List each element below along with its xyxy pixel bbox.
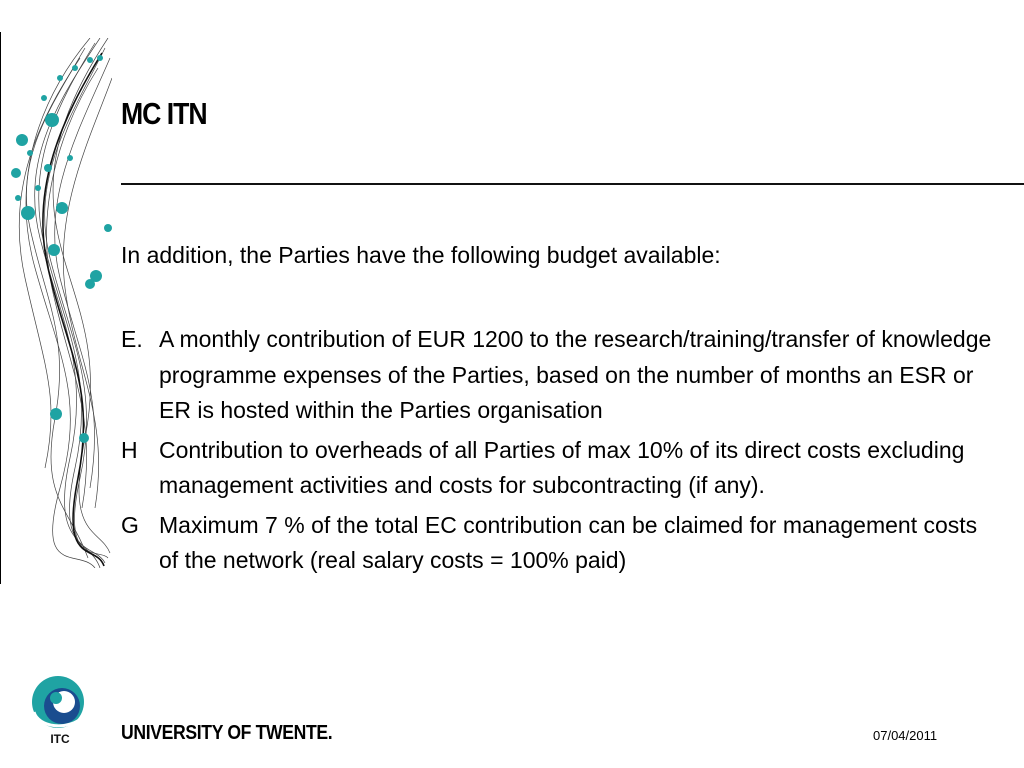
list-item xyxy=(121,322,1001,429)
slide-date: 07/04/2011 xyxy=(873,728,938,743)
list-marker: H xyxy=(121,436,138,463)
list-item xyxy=(121,433,1001,504)
budget-list xyxy=(121,322,1001,583)
decorative-network-graphic xyxy=(0,38,112,568)
list-marker: G xyxy=(121,511,139,538)
list-item-text: A monthly contribution of EUR 1200 to the research/training/transfer of knowledge programme expenses of the Parties, based on the number of months an ESR or ER is hosted within the Parties organisation xyxy=(159,326,992,423)
itc-logo-text: ITC xyxy=(50,732,70,746)
intro-text: In addition, the Parties have the following budget available: xyxy=(121,242,721,268)
title-divider xyxy=(121,183,1024,185)
list-item-text: Maximum 7 % of the total EC contribution can be claimed for management costs of the network (real salary costs = 100% paid) xyxy=(159,511,978,573)
list-marker: E. xyxy=(121,326,143,352)
itc-logo-icon xyxy=(28,672,92,746)
university-name: UNIVERSITY OF TWENTE. xyxy=(121,722,333,744)
slide-title: MC ITN xyxy=(121,96,207,131)
list-item xyxy=(121,508,1001,579)
list-item-text: Contribution to overheads of all Parties of max 10% of its direct costs excluding management activities and costs for subcontracting (if any). xyxy=(159,436,965,498)
